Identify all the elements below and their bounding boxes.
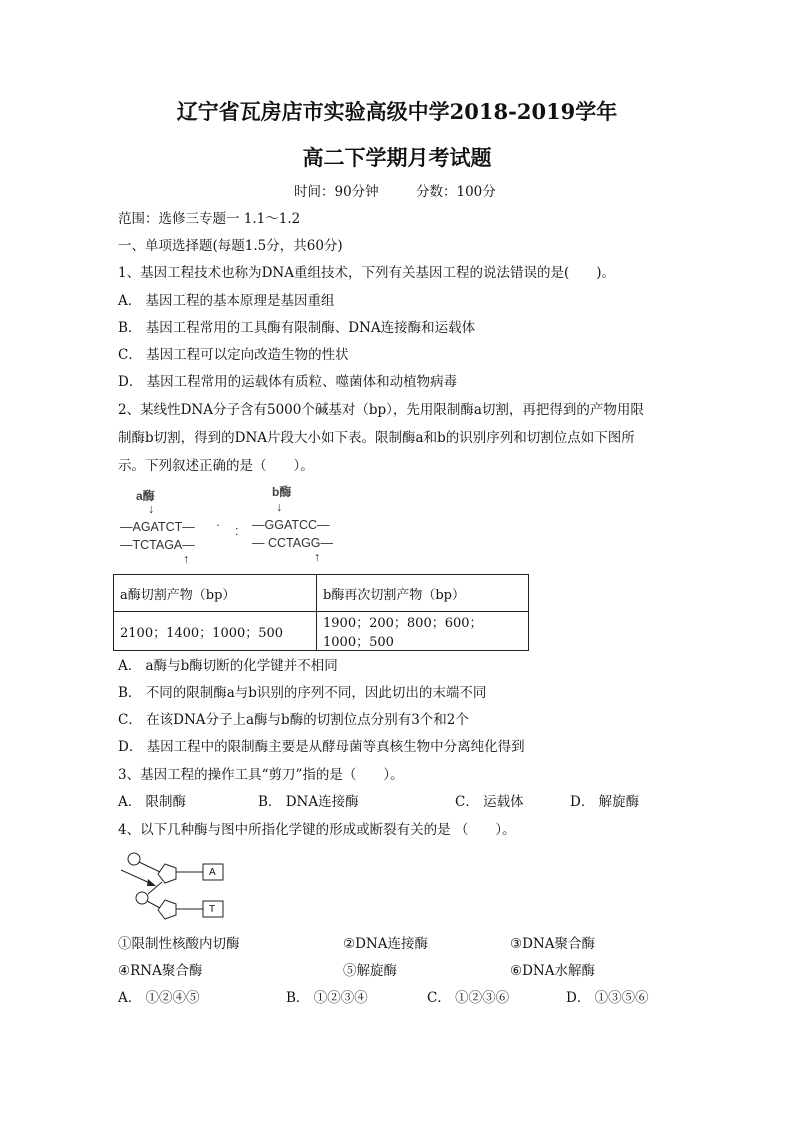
q1-option-a: A． 基因工程的基本原理是基因重组: [118, 293, 335, 309]
q2-option-c: C． 在该DNA分子上a酶与b酶的切割位点分别有3个和2个: [118, 712, 469, 728]
q4-option-c: C． ①②③⑥: [427, 990, 510, 1006]
sugar-bottom: [158, 900, 176, 919]
q2-option-d: D． 基因工程中的限制酶主要是从酵母菌等真核生物中分离纯化得到: [118, 739, 525, 755]
enzyme-a-bottom-strand: —TCTAGA—: [120, 538, 195, 552]
table-row: [114, 612, 529, 651]
q4-item-3: ③DNA聚合酶: [510, 936, 595, 952]
table-cell: 1900；200；800；600；1000；500: [317, 612, 529, 651]
base-a-label: A: [209, 867, 216, 878]
figure-separator: :: [235, 524, 239, 538]
q2-fragment-table: [113, 574, 529, 651]
nucleotide-diagram: [118, 846, 248, 924]
q1-option-b: B． 基因工程常用的工具酶有限制酶、DNA连接酶和运载体: [118, 320, 476, 336]
enzyme-a-arrow-up: ↑: [183, 552, 190, 566]
enzyme-b-arrow-down: ↓: [276, 500, 283, 514]
q3-option-d: D． 解旋酶: [570, 794, 640, 810]
q4-stem: 4、以下几种酶与图中所指化学键的形成或断裂有关的是 （ ）。: [118, 822, 516, 838]
q3-option-a: A． 限制酶: [118, 794, 187, 810]
q4-option-b: B． ①②③④: [286, 990, 368, 1006]
table-header-cell: b酶再次切割产物（bp）: [317, 575, 529, 612]
title-line-1: 辽宁省瓦房店市实验高级中学2018-2019学年: [176, 99, 618, 124]
exam-time: 时间：90分钟: [294, 184, 379, 200]
enzyme-a-label: a酶: [136, 489, 155, 503]
table-cell: 2100；1400；1000；500: [114, 612, 317, 651]
q1-option-c: C． 基因工程可以定向改造生物的性状: [118, 347, 349, 363]
q4-item-2: ②DNA连接酶: [343, 936, 428, 952]
q1-option-d: D． 基因工程常用的运载体有质粒、噬菌体和动植物病毒: [118, 374, 458, 390]
enzyme-b-label: b酶: [272, 485, 292, 499]
q2-option-b: B． 不同的限制酶a与b识别的序列不同，因此切出的末端不同: [118, 685, 487, 701]
base-t-label: T: [209, 904, 216, 915]
q2-stem-line-1: 2、某线性DNA分子含有5000个碱基对（bp），先用限制酶a切割，再把得到的产物用限: [118, 402, 644, 418]
q4-item-6: ⑥DNA水解酶: [510, 963, 595, 979]
section-heading: 一、单项选择题(每题1.5分，共60分): [118, 238, 343, 254]
q4-option-d: D． ①③⑤⑥: [566, 990, 649, 1006]
q4-item-4: ④RNA聚合酶: [118, 963, 203, 979]
phosphate-bottom: [136, 892, 148, 904]
q2-stem-line-2: 制酶b切割，得到的DNA片段大小如下表。限制酶a和b的识别序列和切割位点如下图所: [118, 430, 635, 446]
phosphate-top: [128, 853, 140, 865]
enzyme-a-arrow-down: ↓: [148, 502, 155, 516]
enzyme-b-arrow-up: ↑: [314, 550, 321, 564]
q2-option-a: A． a酶与b酶切断的化学键并不相同: [118, 658, 338, 674]
table-header-row: [114, 575, 529, 612]
q3-stem: 3、基因工程的操作工具“剪刀”指的是（ ）。: [118, 767, 404, 783]
exam-score: 分数：100分: [416, 184, 496, 200]
q4-item-5: ⑤解旋酶: [343, 963, 397, 979]
q4-option-a: A． ①②④⑤: [118, 990, 200, 1006]
enzyme-b-bottom-strand: — CCTAGG—: [252, 536, 334, 550]
q3-option-c: C． 运载体: [455, 794, 524, 810]
figure-dot: ·: [216, 518, 221, 532]
pointer-arrow: [121, 870, 152, 884]
title-line-2: 高二下学期月考试题: [302, 145, 492, 170]
q4-item-1: ①限制性核酸内切酶: [118, 936, 240, 952]
q4-nucleotide-figure: [118, 846, 248, 924]
table-header-cell: a酶切割产物（bp）: [114, 575, 317, 612]
enzyme-a-top-strand: —AGATCT—: [120, 520, 195, 534]
enzyme-b-top-strand: —GGATCC—: [252, 518, 330, 532]
scope-line: 范围：选修三专题一 1.1～1.2: [118, 211, 301, 227]
q2-stem-line-3: 示。下列叙述正确的是（ ）。: [118, 458, 314, 474]
q1-stem: 1、基因工程技术也称为DNA重组技术，下列有关基因工程的说法错误的是( )。: [118, 265, 616, 281]
sugar-top: [158, 864, 176, 883]
q3-option-b: B． DNA连接酶: [258, 794, 359, 810]
